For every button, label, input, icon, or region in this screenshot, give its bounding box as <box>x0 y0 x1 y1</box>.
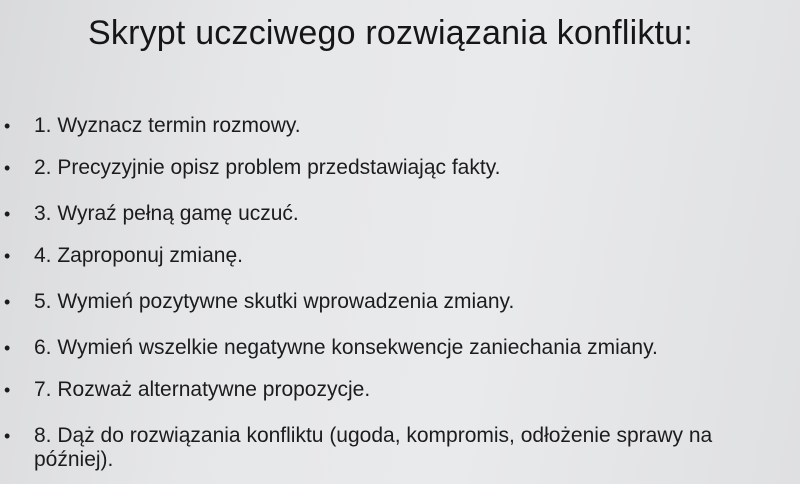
bullet-icon: • <box>4 116 11 136</box>
list-item-text: 3. Wyraź pełną gamę uczuć. <box>34 202 299 225</box>
list-item-text: 1. Wyznacz termin rozmowy. <box>34 114 301 137</box>
list-item-text: 8. Dąż do rozwiązania konfliktu (ugoda, kompromis, odłożenie sprawy na później). <box>34 424 713 471</box>
page-title: Skrypt uczciwego rozwiązania konfliktu: <box>88 14 693 52</box>
list-item-text: 7. Rozważ alternatywne propozycje. <box>34 378 371 401</box>
list-item-text: 2. Precyzyjnie opisz problem przedstawiając fakty. <box>34 156 501 179</box>
bullet-icon: • <box>4 380 11 400</box>
bullet-icon: • <box>4 204 11 224</box>
list-item-text: 6. Wymień wszelkie negatywne konsekwencje zaniechania zmiany. <box>34 336 658 359</box>
bullet-icon: • <box>4 246 11 266</box>
list-item-text: 5. Wymień pozytywne skutki wprowadzenia zmiany. <box>34 290 515 313</box>
bullet-icon: • <box>4 338 11 358</box>
list-item-text: 4. Zaproponuj zmianę. <box>34 244 243 267</box>
bullet-icon: • <box>4 158 11 178</box>
bullet-icon: • <box>4 292 11 312</box>
bullet-icon: • <box>4 426 11 446</box>
